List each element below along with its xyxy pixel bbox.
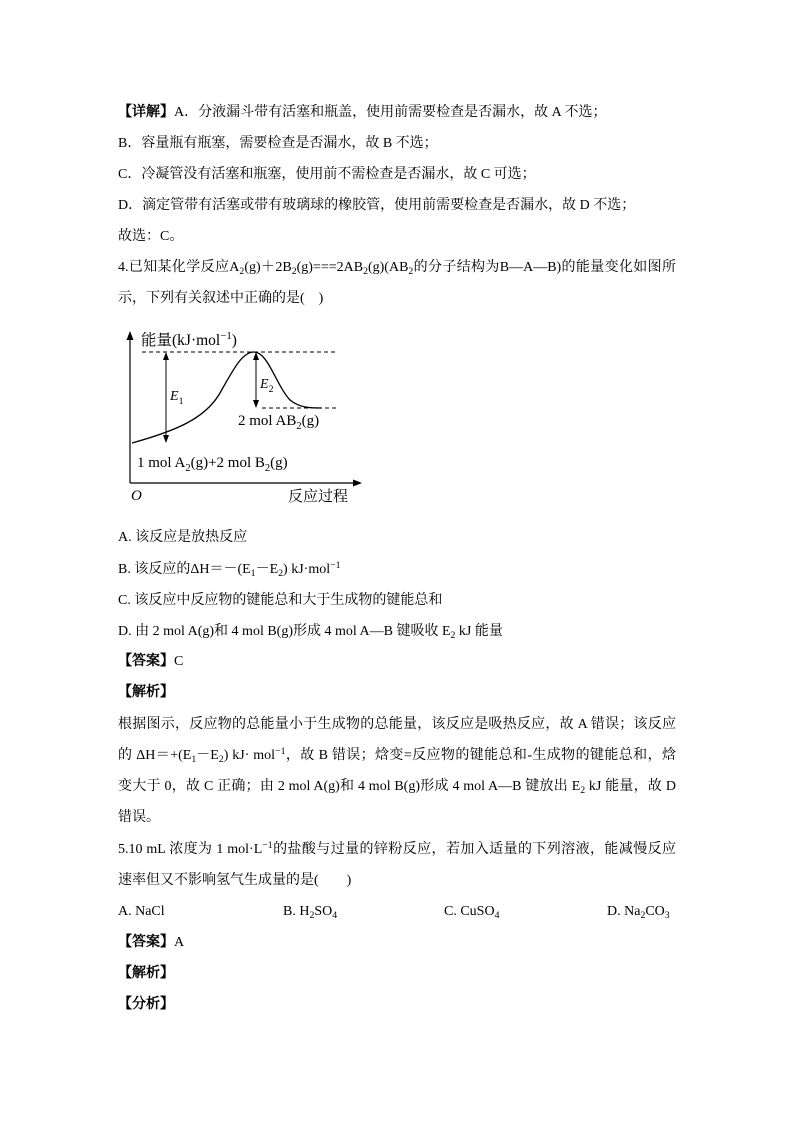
text-run: 的 ΔH＝+(E xyxy=(118,748,192,763)
text-run: 速率但又不影响氢气生成量的是( ) xyxy=(118,873,352,888)
q4-analysis-line xyxy=(118,808,160,828)
text-run: E xyxy=(170,389,179,404)
x-axis-arrow xyxy=(353,480,362,487)
text-run: 变大于 0，故 C 正确；由 2 mol A(g)和 4 mol B(g)形成 4 mol A—B 键放出 E xyxy=(118,779,581,794)
subscript: 2 xyxy=(264,463,271,474)
product-label xyxy=(238,413,319,432)
superscript: −1 xyxy=(330,559,341,571)
explanation-line xyxy=(118,103,606,123)
e1-arrow-head-top xyxy=(163,352,169,360)
q5-answer xyxy=(118,933,184,953)
text-run: B. H xyxy=(283,904,310,919)
text-run: D. 由 2 mol A(g)和 4 mol B(g)形成 4 mol A—B 键吸收 E xyxy=(118,624,451,639)
q4-stem-line xyxy=(118,289,323,309)
text-run: kJ 能量，故 D xyxy=(585,779,676,794)
subscript: 2 xyxy=(218,753,224,765)
reactant-label xyxy=(137,455,288,474)
explanation-line: B．容量瓶有瓶塞，需要检查是否漏水，故 B 不选； xyxy=(118,136,438,151)
q4-analysis-line xyxy=(118,715,676,735)
subscript: 1 xyxy=(178,396,184,407)
superscript: −1 xyxy=(220,330,232,342)
text-run: 2 mol AB xyxy=(238,413,297,429)
q4-analysis-label: 【解析】 xyxy=(118,685,174,700)
q5-stem-line xyxy=(118,840,676,860)
superscript: −1 xyxy=(275,745,286,757)
text-run: A. NaCl xyxy=(118,904,165,919)
explanation-text: A．分液漏斗带有活塞和瓶盖，使用前需要检查是否漏水，故 A 不选； xyxy=(174,105,607,120)
text-run: kJ 能量 xyxy=(455,624,503,639)
text-run: (g)(AB xyxy=(367,260,409,275)
explanation-line: D．滴定管带有活塞或带有玻璃球的橡胶管，使用前需要检查是否漏水，故 D 不选； xyxy=(118,198,636,213)
text-run: 4.已知某化学反应A xyxy=(118,260,240,275)
text-run: CO xyxy=(645,904,665,919)
text-run: 的盐酸与过量的锌粉反应，若加入适量的下列溶液，能减慢反应 xyxy=(272,842,676,857)
text-run: ) kJ· mol xyxy=(223,748,276,763)
x-axis-label: 反应过程 xyxy=(288,489,349,505)
answer-value: A xyxy=(174,935,185,950)
q4-stem-line xyxy=(118,258,676,278)
e2-arrow-head-bottom xyxy=(253,400,259,408)
answer-label: 【答案】 xyxy=(118,654,174,669)
text-run: (g)+2 mol B xyxy=(190,455,265,471)
text-run: ，故 B 错误；焓变=反应物的键能总和-生成物的键能总和，焓 xyxy=(285,748,676,763)
text-run: 1 mol A xyxy=(137,455,186,471)
q4-option-c xyxy=(118,591,442,611)
q5-analysis-label: 【解析】 xyxy=(118,966,174,981)
text-run: SO xyxy=(314,904,333,919)
origin-label: O xyxy=(131,488,142,504)
q4-option-a xyxy=(118,528,247,548)
text-run: (g)===2AB xyxy=(296,260,364,275)
q5-option-c xyxy=(444,902,499,922)
text-run: 能量(kJ·mol xyxy=(141,332,221,349)
y-axis-label xyxy=(141,330,237,349)
text-run: C. CuSO xyxy=(444,904,495,919)
text-run: (g)＋2B xyxy=(244,260,292,275)
subscript: 2 xyxy=(296,421,302,432)
subscript: 4 xyxy=(332,909,338,921)
subscript: 4 xyxy=(494,909,500,921)
answer-label: 【答案】 xyxy=(118,935,174,950)
energy-diagram xyxy=(110,320,370,510)
subscript: 2 xyxy=(185,463,191,474)
explanation-label: 【详解】 xyxy=(118,105,174,120)
q4-analysis-line xyxy=(118,777,676,797)
text-run: －E xyxy=(255,562,279,577)
text-run: (g) xyxy=(301,413,320,429)
subscript: 2 xyxy=(268,384,274,395)
subscript: 3 xyxy=(664,909,670,921)
text-run: A. 该反应是放热反应 xyxy=(118,530,248,545)
q4-option-b xyxy=(118,560,341,580)
e1-label xyxy=(169,389,184,407)
q4-analysis-line xyxy=(118,746,676,766)
subscript: 1 xyxy=(250,567,256,579)
subscript: 2 xyxy=(363,265,368,277)
subscript: 2 xyxy=(309,909,315,921)
text-run: －E xyxy=(196,748,219,763)
e1-arrow-head-bottom xyxy=(163,435,169,443)
y-axis-arrow xyxy=(127,331,134,340)
text-run: ) kJ·mol xyxy=(283,562,331,577)
text-run: E xyxy=(260,377,269,392)
q5-option-a xyxy=(118,902,165,922)
subscript: 2 xyxy=(580,784,586,796)
text-run: ) xyxy=(231,332,237,349)
subscript: 2 xyxy=(278,567,284,579)
text-run: D. Na xyxy=(607,904,641,919)
text-run: (g) xyxy=(270,455,288,471)
answer-value: C xyxy=(174,654,184,669)
text-run: C. 该反应中反应物的键能总和大于生成物的键能总和 xyxy=(118,593,443,608)
subscript: 2 xyxy=(450,629,456,641)
subscript: 2 xyxy=(408,265,414,277)
explanation-line: C．冷凝管没有活塞和瓶塞，使用前不需检查是否漏水，故 C 可选； xyxy=(118,167,536,182)
q5-method-label: 【分析】 xyxy=(118,997,174,1012)
e2-label xyxy=(259,377,274,395)
explanation-conclusion: 故选：C。 xyxy=(118,229,184,244)
text-run: 5.10 mL 浓度为 1 mol·L xyxy=(118,842,263,857)
text-run: 根据图示，反应物的总能量小于生成物的总能量，该反应是吸热反应，故 A 错误；该反应 xyxy=(118,717,676,732)
q5-option-b xyxy=(283,902,337,922)
subscript: 2 xyxy=(239,265,245,277)
text-run: 的分子结构为B—A—B)的能量变化如图所 xyxy=(413,260,676,275)
superscript: −1 xyxy=(262,839,273,851)
reaction-energy-curve xyxy=(132,352,322,443)
q5-option-d xyxy=(607,902,670,922)
text-run: 示，下列有关叙述中正确的是( ) xyxy=(118,291,324,306)
q5-stem-line xyxy=(118,871,351,891)
text-run: 错误。 xyxy=(118,810,160,825)
q4-answer xyxy=(118,652,183,672)
subscript: 1 xyxy=(191,753,197,765)
subscript: 2 xyxy=(291,265,297,277)
subscript: 2 xyxy=(640,909,646,921)
text-run: B. 该反应的ΔH＝－(E xyxy=(118,562,251,577)
q4-option-d xyxy=(118,622,503,642)
